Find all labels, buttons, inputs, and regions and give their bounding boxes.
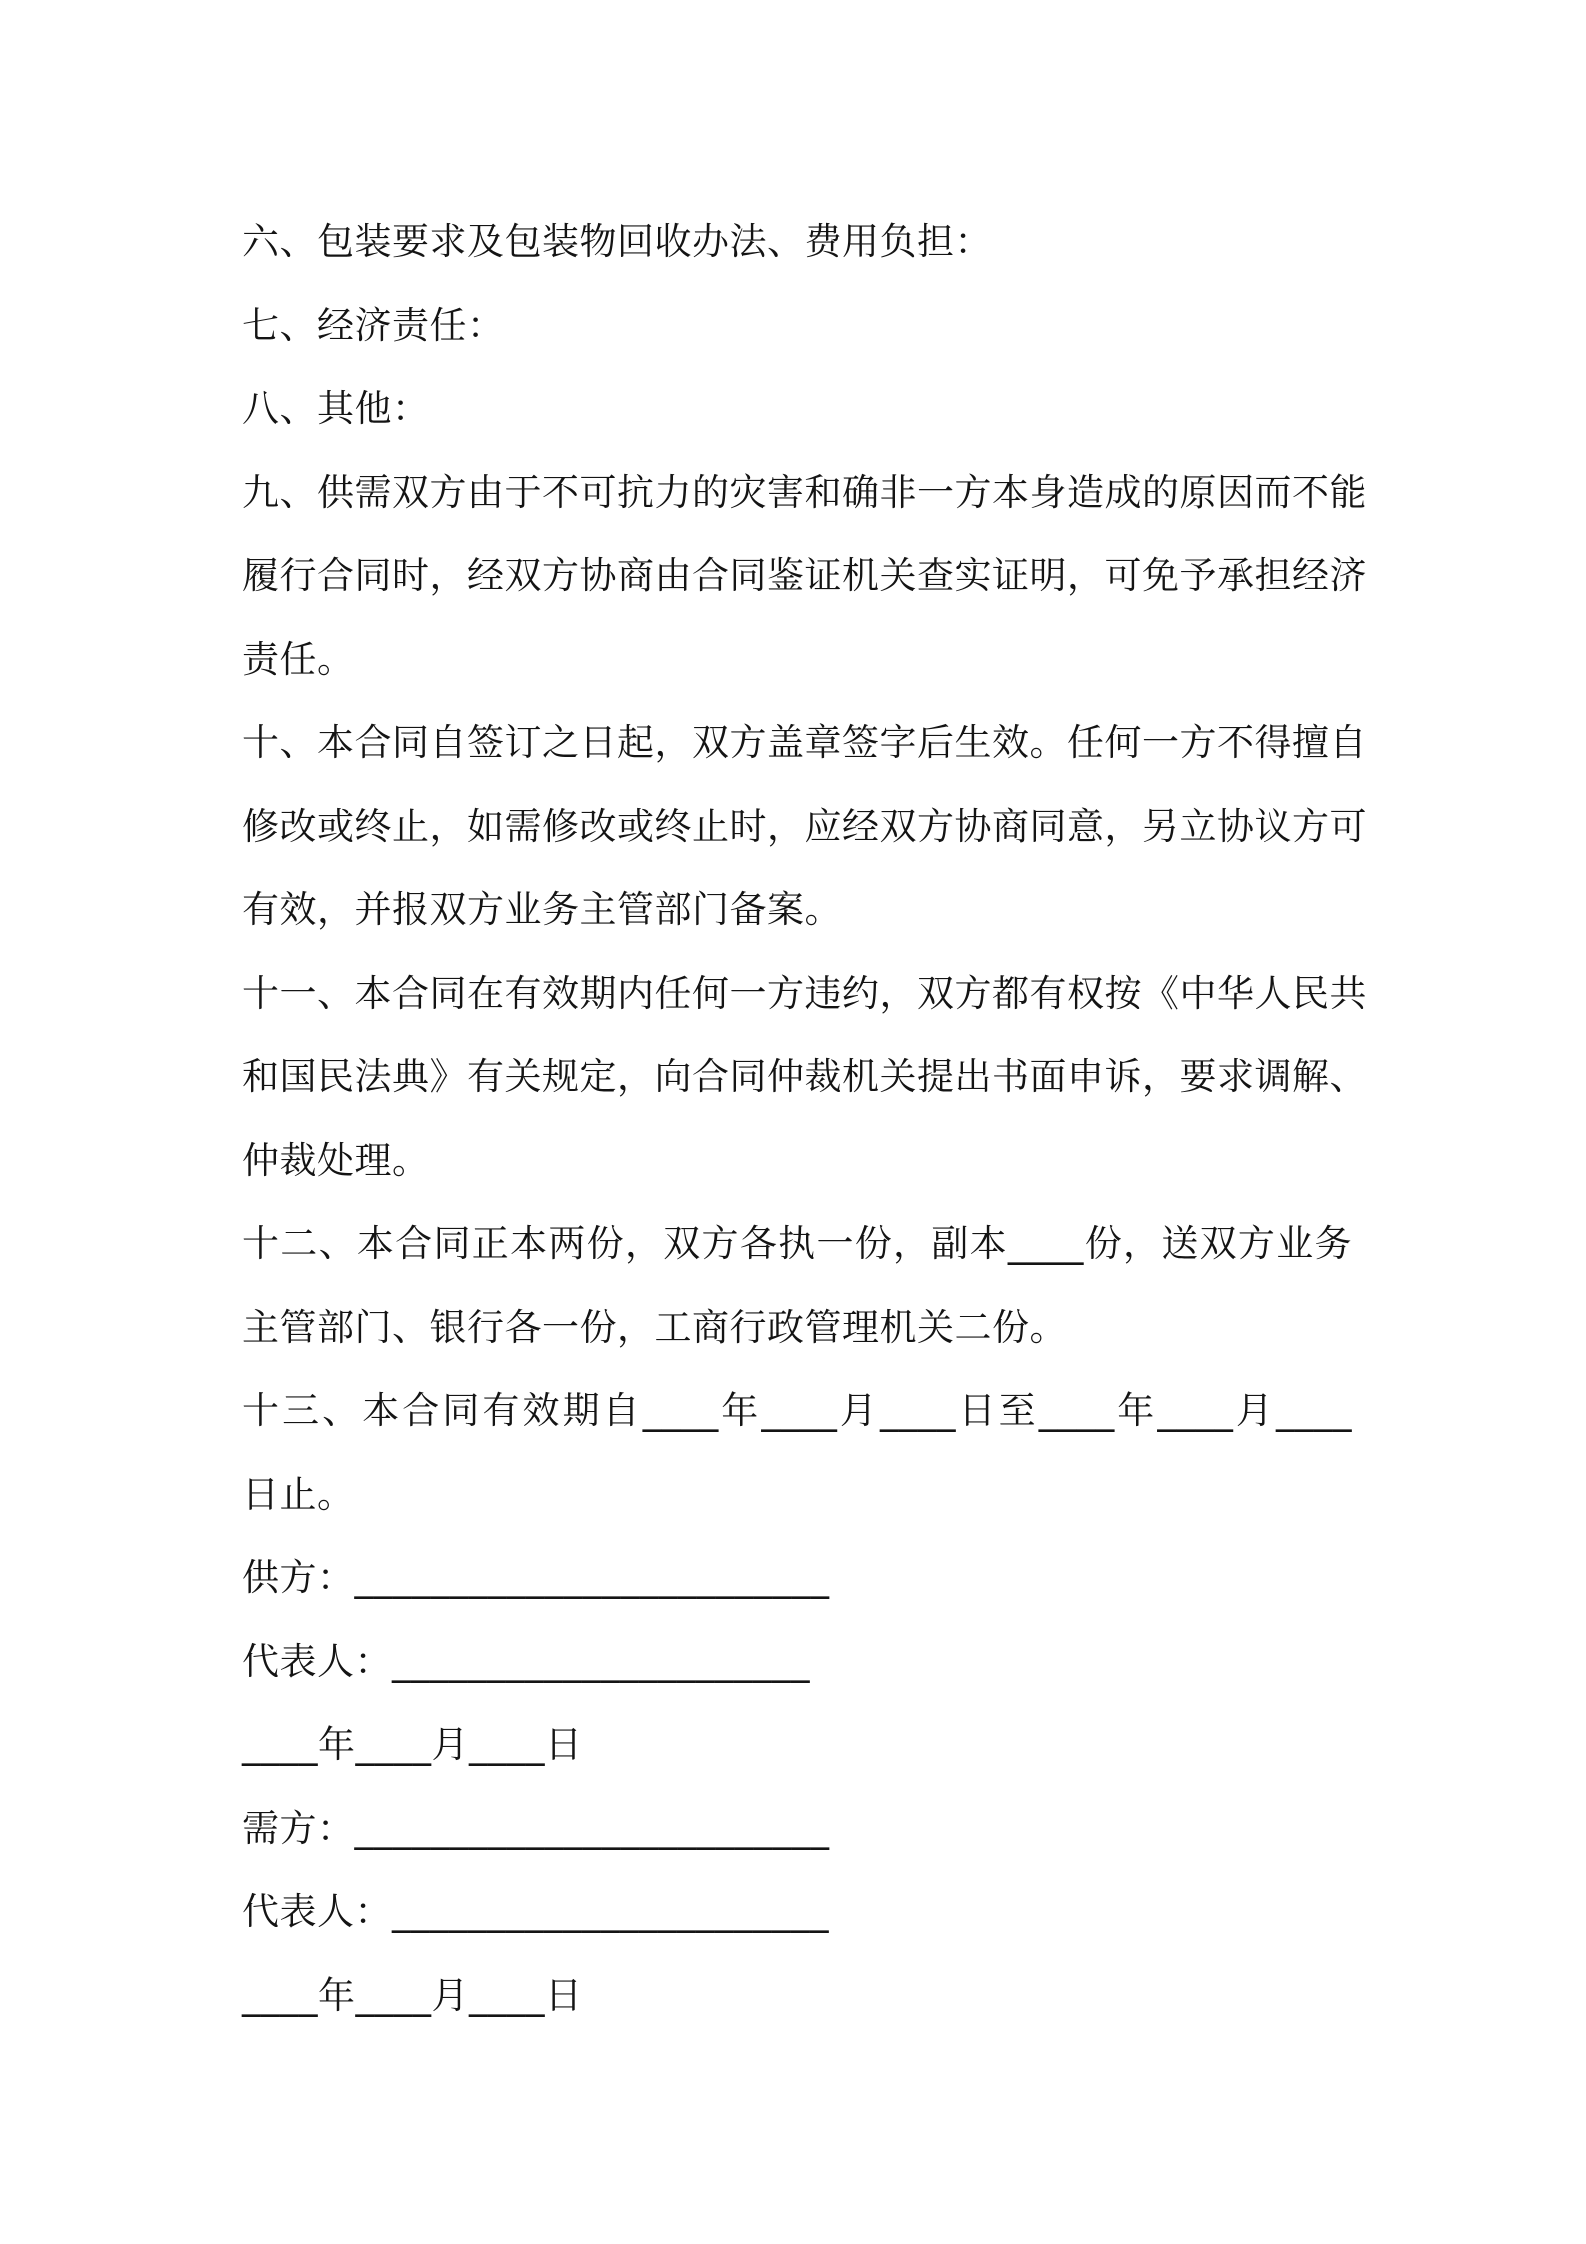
buyer-representative-line: 代表人：_______________________ bbox=[242, 1890, 829, 1933]
clause-6-packaging: 六、包装要求及包装物回收办法、费用负担： bbox=[242, 220, 992, 263]
clause-11-line-2: 和国民法典》有关规定，向合同仲裁机关提出书面申诉，要求调解、 bbox=[242, 1055, 1367, 1098]
clause-10-line-3: 有效，并报双方业务主管部门备案。 bbox=[242, 888, 842, 931]
clause-9-line-2: 履行合同时，经双方协商由合同鉴证机关查实证明，可免予承担经济 bbox=[242, 554, 1367, 597]
clause-10-line-1: 十、本合同自签订之日起，双方盖章签字后生效。任何一方不得擅自 bbox=[242, 721, 1367, 764]
clause-12-line-2: 主管部门、银行各一份，工商行政管理机关二份。 bbox=[242, 1305, 1067, 1349]
contract-page bbox=[242, 200, 1367, 2037]
clause-11-line-1: 十一、本合同在有效期内任何一方违约，双方都有权按《中华人民共 bbox=[242, 971, 1367, 1015]
buyer-date-line: ____年____月____日 bbox=[242, 1973, 583, 2017]
clause-8-other: 八、其他： bbox=[242, 387, 430, 430]
clause-9-line-3: 责任。 bbox=[242, 637, 355, 681]
clause-9-line-1: 九、供需双方由于不可抗力的灾害和确非一方本身造成的原因而不能 bbox=[242, 470, 1367, 514]
clause-11-line-3: 仲裁处理。 bbox=[242, 1138, 430, 1182]
clause-12-line-1: 十二、本合同正本两份，双方各执一份，副本____份，送双方业务 bbox=[242, 1222, 1352, 1265]
buyer-signature-line: 需方：_________________________ bbox=[242, 1806, 830, 1850]
supplier-date-line: ____年____月____日 bbox=[242, 1723, 583, 1766]
supplier-representative-line: 代表人：______________________ bbox=[242, 1639, 810, 1683]
clause-7-liability: 七、经济责任： bbox=[242, 303, 505, 347]
clause-13-line-1: 十三、本合同有效期自____年____月____日至____年____月____ bbox=[242, 1389, 1352, 1432]
clause-10-line-2: 修改或终止，如需修改或终止时，应经双方协商同意，另立协议方可 bbox=[242, 804, 1367, 848]
supplier-signature-line: 供方：_________________________ bbox=[242, 1556, 830, 1599]
clause-13-line-2: 日止。 bbox=[242, 1472, 355, 1516]
